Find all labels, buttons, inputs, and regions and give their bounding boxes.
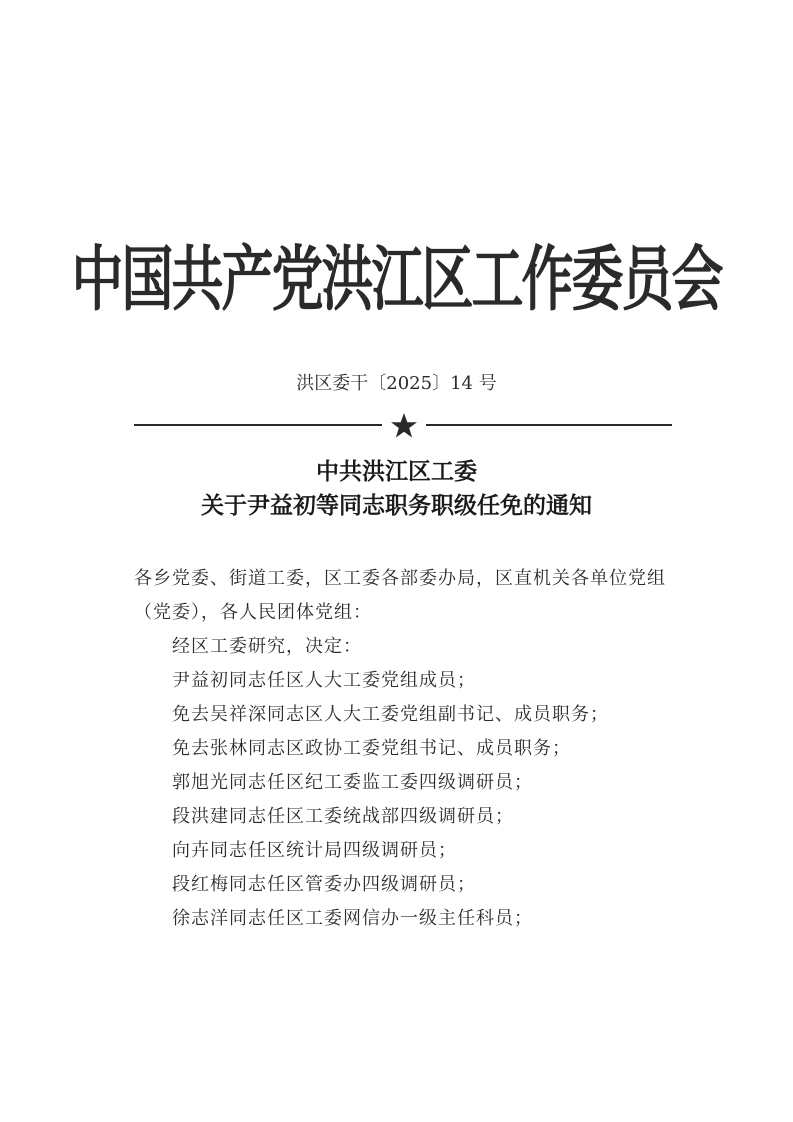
notice-body xyxy=(134,562,694,936)
appointment-item: 免去张林同志区政协工委党组书记、成员职务； xyxy=(172,738,571,759)
notice-title-line-1: 中共洪江区工委 xyxy=(316,459,477,485)
appointment-item: 徐志洋同志任区工委网信办一级主任科员； xyxy=(172,908,533,929)
appointment-item: 段红梅同志任区管委办四级调研员； xyxy=(172,874,476,895)
divider-line-left xyxy=(134,424,382,426)
recipients-line-1: 各乡党委、街道工委，区工委各部委办局，区直机关各单位党组 xyxy=(134,568,666,589)
appointment-item: 郭旭光同志任区纪工委监工委四级调研员； xyxy=(172,772,533,793)
star-icon xyxy=(390,412,418,440)
appointment-item: 段洪建同志任区工委统战部四级调研员； xyxy=(172,806,514,827)
notice-title-line-2: 关于尹益初等同志职务职级任免的通知 xyxy=(201,493,592,519)
header-divider xyxy=(134,414,672,438)
appointment-item: 向卉同志任区统计局四级调研员； xyxy=(172,840,457,861)
recipients-line-2: （党委），各人民团体党组： xyxy=(134,602,372,623)
document-number: 洪区委干〔2025〕14 号 xyxy=(296,373,497,394)
appointment-item: 免去吴祥深同志区人大工委党组副书记、成员职务； xyxy=(172,704,609,725)
appointment-item: 尹益初同志任区人大工委党组成员； xyxy=(172,670,476,691)
issuing-organization-header: 中国共产党洪江区工作委员会 xyxy=(71,240,722,321)
notice-title xyxy=(0,455,793,523)
decision-intro: 经区工委研究，决定： xyxy=(172,636,362,657)
divider-line-right xyxy=(426,424,672,426)
